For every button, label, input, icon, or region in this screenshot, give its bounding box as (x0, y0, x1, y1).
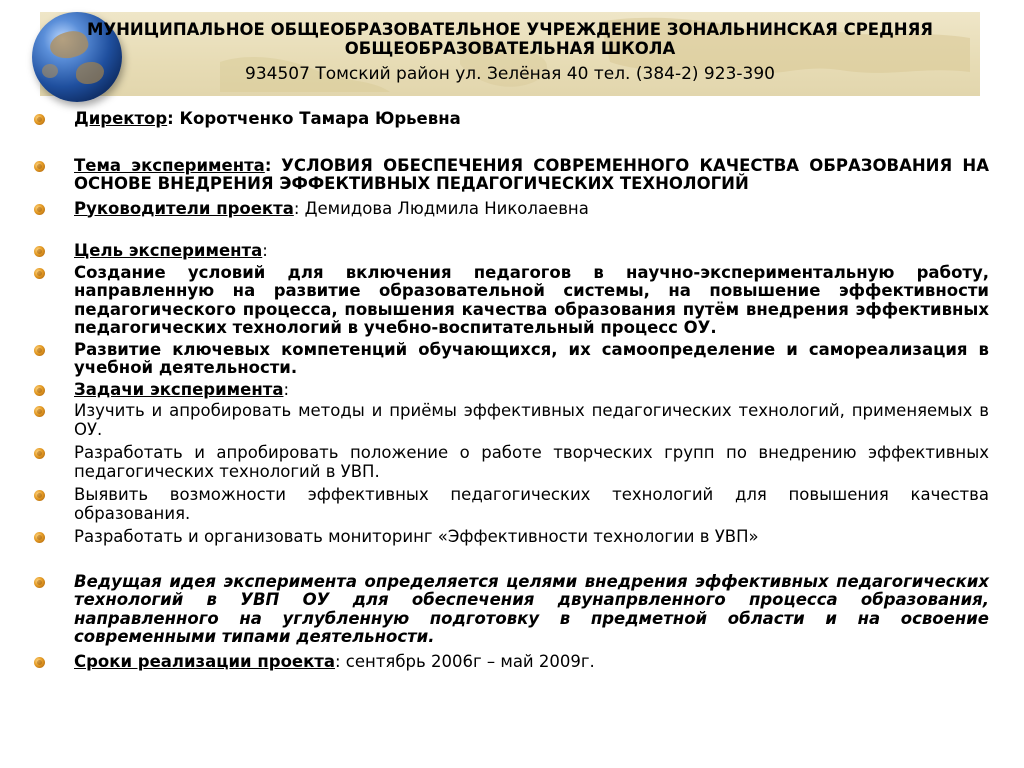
task-1-text: Изучить и апробировать методы и приёмы эффективных педагогических технологий, применяемых в ОУ. (74, 401, 989, 439)
bullet-icon (34, 490, 45, 501)
theme-colon: : (264, 155, 272, 175)
list-item-director (34, 110, 989, 129)
theme-value: УСЛОВИЯ ОБЕСПЕЧЕНИЯ СОВРЕМЕННОГО КАЧЕСТВА ОБРАЗОВАНИЯ НА ОСНОВЕ ВНЕДРЕНИЯ ЭФФЕКТИВНЫХ ПЕДАГОГИЧЕСКИХ ТЕХНОЛОГИЙ (74, 155, 990, 193)
goal-colon: : (262, 241, 268, 260)
list-item-terms (34, 653, 989, 672)
idea-text: Ведущая идея эксперимента определяется целями внедрения эффективных педагогических технологий в УВП ОУ для обеспечения двунапрвленного процесса образования, направленного на углубленную подготовку в предметной области и на освоение современными типами деятельности. (74, 571, 989, 646)
school-address: 934507 Томский район ул. Зелёная 40 тел. (384-2) 923-390 (245, 64, 775, 84)
list-item-tasks (34, 381, 989, 400)
tasks-colon: : (283, 379, 290, 399)
leaders-value: : Демидова Людмила Николаевна (293, 198, 589, 218)
leaders-label: Руководители проекта (74, 198, 294, 218)
bullet-icon (34, 204, 45, 215)
content-list (34, 110, 989, 671)
list-item-goal (34, 242, 989, 261)
director-value: : Коротченко Тамара Юрьевна (167, 109, 461, 128)
bullet-icon (34, 448, 45, 459)
director-label: Директор (74, 109, 168, 128)
school-title-line1: МУНИЦИПАЛЬНОЕ ОБЩЕОБРАЗОВАТЕЛЬНОЕ УЧРЕЖДЕНИЕ ЗОНАЛЬНИНСКАЯ СРЕДНЯЯ (86, 20, 933, 39)
task-3-text: Выявить возможности эффективных педагогических технологий для повышения качества образования. (74, 485, 989, 523)
theme-label: Тема эксперимента (74, 155, 265, 175)
list-item-leaders (34, 200, 989, 219)
list-item-task-1 (34, 402, 989, 439)
list-item-task-4 (34, 528, 989, 547)
list-item-task-3 (34, 486, 989, 523)
bullet-icon (34, 161, 45, 172)
bullet-icon (34, 246, 45, 257)
terms-value: : сентябрь 2006г – май 2009г. (335, 651, 595, 671)
bullet-icon (34, 345, 45, 356)
list-item-task-2 (34, 444, 989, 481)
bullet-icon (34, 657, 45, 668)
bullet-icon (34, 577, 45, 588)
goal-text-1: Создание условий для включения педагогов в научно-экспериментальную работу, направленную на развитие образовательной системы, на повышение эффективности педагогического процесса, повышения качества образования путём внедрения эффективных педагогических технологий в учебно-воспитательный процесс ОУ. (74, 262, 989, 337)
goal-text-2: Развитие ключевых компетенций обучающихся, их самоопределение и самореализация в учебной деятельности. (74, 339, 989, 377)
list-item-idea (34, 573, 989, 647)
task-4-text: Разработать и организовать мониторинг «Эффективности технологии в УВП» (74, 527, 759, 546)
list-item-theme (34, 157, 989, 194)
bullet-icon (34, 532, 45, 543)
goal-label: Цель эксперимента (74, 241, 263, 260)
list-item-goal-text-1 (34, 264, 989, 338)
school-title-line2: ОБЩЕОБРАЗОВАТЕЛЬНАЯ ШКОЛА (344, 39, 676, 58)
bullet-icon (34, 406, 45, 417)
terms-label: Сроки реализации проекта (74, 651, 335, 671)
bullet-icon (34, 114, 45, 125)
bullet-icon (34, 268, 45, 279)
task-2-text: Разработать и апробировать положение о работе творческих групп по внедрению эффективных педагогических технологий в УВП. (74, 443, 989, 481)
school-title (40, 20, 980, 58)
tasks-label: Задачи эксперимента (74, 379, 284, 399)
list-item-goal-text-2 (34, 341, 989, 378)
bullet-icon (34, 385, 45, 396)
